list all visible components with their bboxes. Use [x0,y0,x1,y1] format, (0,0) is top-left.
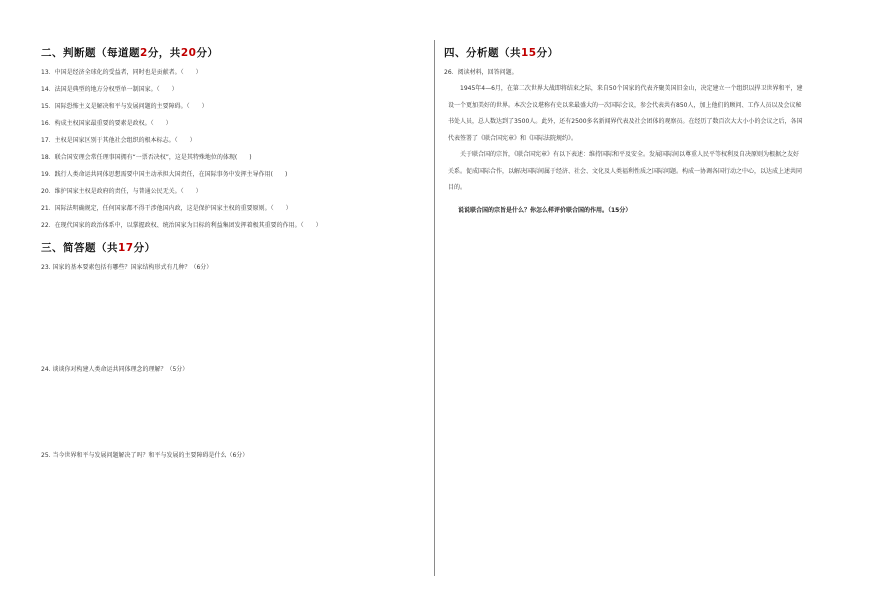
column-divider [434,40,435,576]
section-4-title [444,45,559,60]
section-4-total: 15 [521,47,537,59]
analysis-question: 说说联合国的宗旨是什么？你怎么样评价联合国的作用。（15分） [458,207,632,214]
judgment-item: 17．主权是国家区别于其他社会组织的根本标志。（ ） [41,137,196,144]
section-3-title [41,240,156,255]
analysis-question-intro: 26．阅读材料，回答问题。 [444,69,518,76]
judgment-item: 13．中国是经济全球化的受益者，同时也是贡献者。（ ） [41,69,202,76]
short-answer-question: 25. 当今世界和平与发展问题解决了吗？和平与发展的主要障碍是什么（6分） [41,452,249,459]
judgment-item: 22．在现代国家的政治体系中，以掌握政权、统治国家为目标的利益集团发挥着极其重要的作用。（ ） [41,222,322,229]
section-4-suffix: 分） [536,47,559,59]
material-paragraph-2: 关于联合国的宗旨，《联合国宪章》有以下表述：维持国际和平及安全。发展国际间以尊重人民平等权利及自决原则为根据之友好关系。促成国际合作，以解决国际间属于经济、社会、文化及人类福利性质之国际问题。构成一协调各国行动之中心，以达成上述共同目的。 [448,151,803,191]
short-answer-question: 23. 国家的基本要素包括有哪些？国家结构形式有几种？（6分） [41,264,213,271]
section-3-suffix: 分） [133,242,156,254]
material-paragraph-1: 1945年4—6月，在第二次世界大战即将结束之际，来自50个国家的代表齐聚美国旧金山，决定建立一个组织以捍卫世界和平，建设一个更加美好的世界。本次会议堪称有史以来最盛大的一次国际会议，参会代表共有850人，加上他们的顾问、工作人员以及会议秘书处人员，总人数达到了3500人。此外，还有2500多名新闻界代表及社会团体的观察员。在经历了数百次大大小小的会议之后，各国代表签署了《联合国宪章》和《国际法院规约》。 [448,85,803,142]
section-2-suffix: 分） [196,47,219,59]
judgment-item: 15．国际恐怖主义是解决和平与发展问题的主要障碍。（ ） [41,103,208,110]
short-answer-question: 24. 谈谈你对构建人类命运共同体理念的理解？（5分） [41,366,189,373]
section-2-title [41,45,218,60]
section-2-total: 20 [180,47,197,59]
judgment-item: 20．维护国家主权是政府的责任，与普通公民无关。（ ） [41,188,202,195]
judgment-item: 18．联合国安理会常任理事国拥有“一票否决权”，这是其特殊地位的体现( ) [41,154,252,161]
section-3-total: 17 [118,242,134,254]
judgment-item: 14．法国是典型的地方分权型单一制国家。（ ） [41,86,178,93]
section-2-prefix: 二、判断题（每道题 [41,47,140,59]
judgment-item: 16．构成主权国家最重要的要素是政权。（ ） [41,120,172,127]
judgment-item: 21．国际法明确规定，任何国家都不得干涉他国内政，这是保护国家主权的重要原则。（ ） [41,205,292,212]
section-2-mid: 分，共 [147,47,181,59]
section-2-per-score: 2 [140,47,148,59]
section-3-prefix: 三、简答题（共 [41,242,118,254]
judgment-item: 19．践行人类命运共同体思想需要中国主动承担大国责任，在国际事务中发挥主导作用( ) [41,171,288,178]
section-4-prefix: 四、分析题（共 [444,47,521,59]
